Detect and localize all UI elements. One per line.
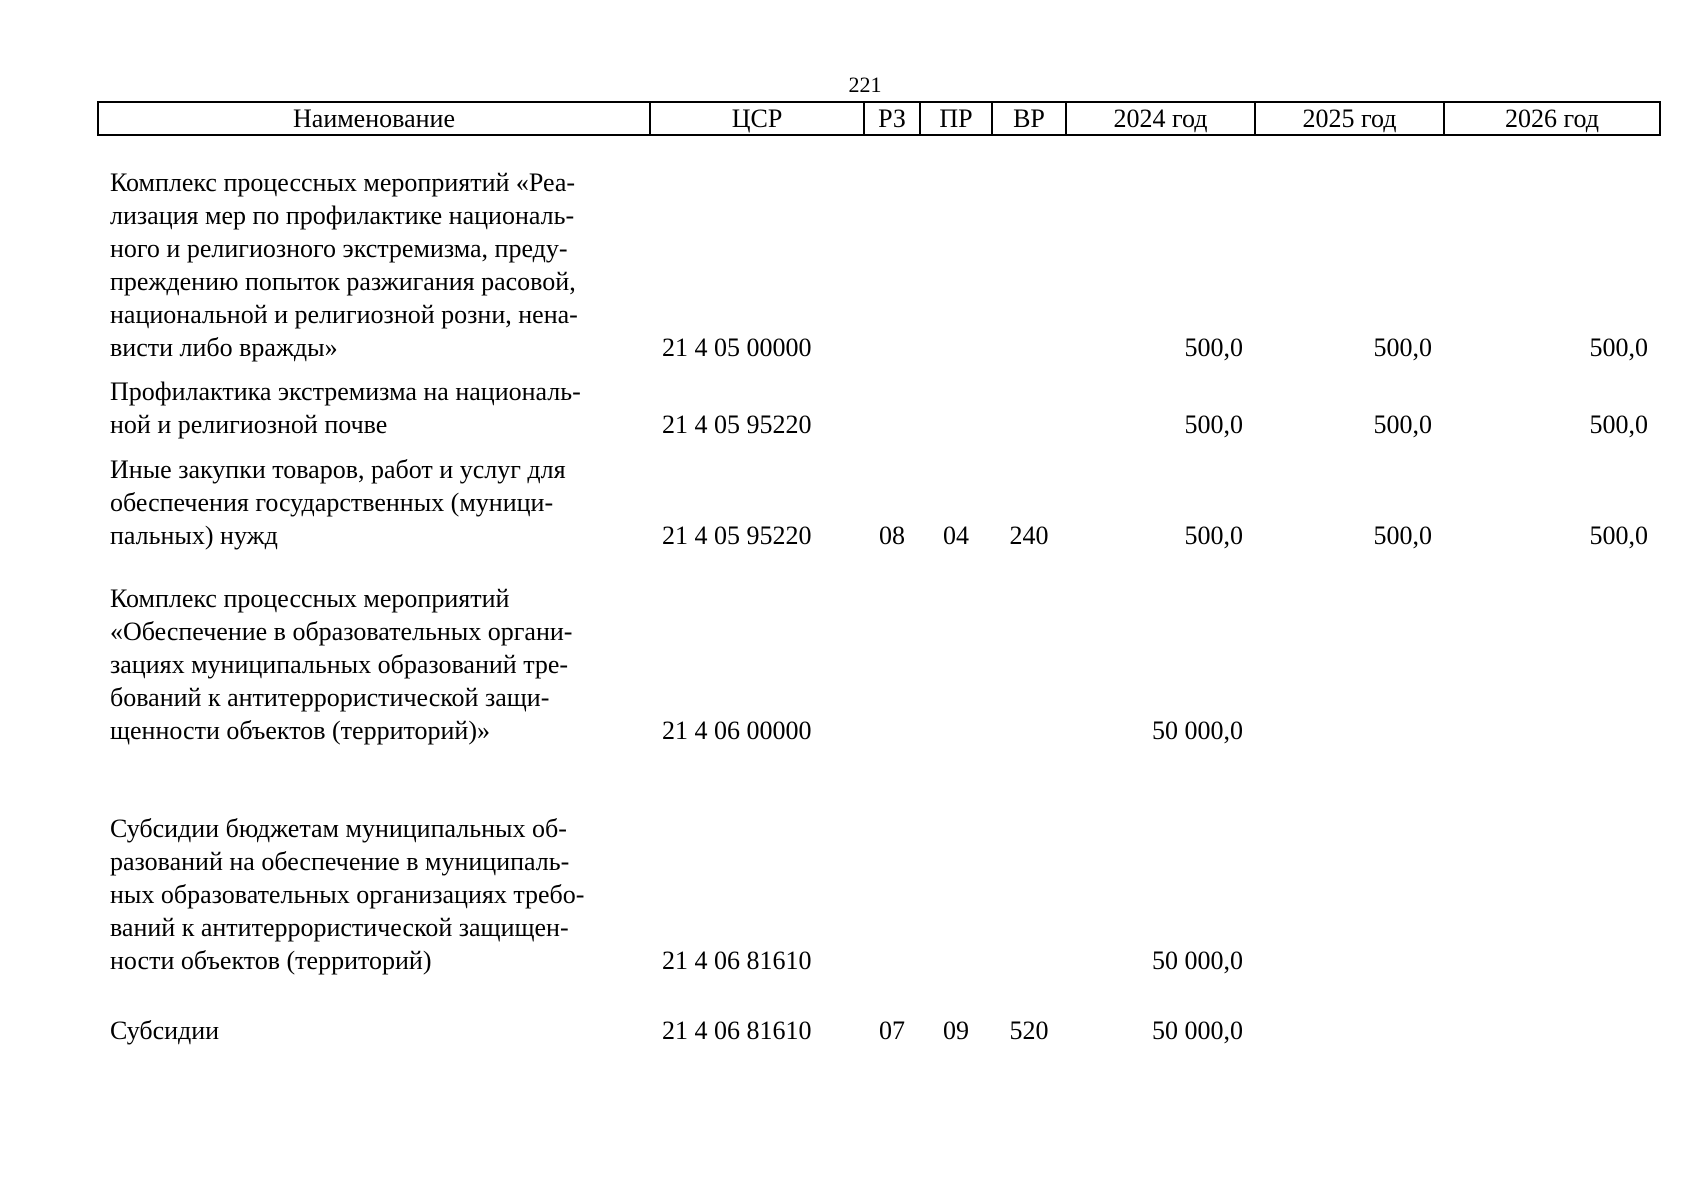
row-2024: 500,0: [1184, 521, 1243, 550]
row-2024: 50 000,0: [1152, 946, 1243, 975]
row-name: Субсидии бюджетам муниципальных об- разований на обеспечение в муниципаль- ных образовательных организациях требо- ваний к антитеррористической защищен- ности объектов (территорий): [110, 814, 585, 975]
header-vr: ВР: [992, 102, 1066, 135]
header-2026: 2026 год: [1444, 102, 1660, 135]
row-pr: 04: [943, 521, 969, 550]
row-pr: [920, 375, 992, 441]
row-2026: 500,0: [1589, 521, 1648, 550]
row-name: Комплекс процессных мероприятий «Обеспечение в образовательных органи- зациях муниципальных образований тре- бований к антитеррористической защи- щенности объектов (территорий)»: [110, 584, 573, 745]
row-rz: 07: [879, 1016, 905, 1045]
row-vr: 240: [1009, 521, 1049, 550]
row-name: Субсидии: [110, 1016, 220, 1045]
row-2025: [1255, 582, 1444, 747]
row-2025: 500,0: [1373, 333, 1432, 362]
row-rz: 08: [879, 521, 905, 550]
row-name: Иные закупки товаров, работ и услуг для обеспечения государственных (муници- пальных) нужд: [110, 455, 566, 550]
row-csr: 21 4 05 95220: [662, 410, 812, 439]
table-header-row: [98, 102, 1660, 135]
table-row: [98, 453, 1660, 552]
row-vr: [992, 582, 1066, 747]
row-csr: 21 4 05 00000: [662, 333, 812, 362]
table-row: [98, 582, 1660, 747]
row-pr: [920, 812, 992, 977]
budget-table: [97, 101, 1661, 1047]
row-csr: 21 4 06 00000: [662, 716, 812, 745]
table-row: [98, 1014, 1660, 1047]
header-name: Наименование: [98, 102, 650, 135]
row-vr: 520: [1009, 1016, 1049, 1045]
table-row: [98, 812, 1660, 977]
page-number: 221: [848, 72, 882, 97]
table-row: [98, 166, 1660, 364]
row-rz: [864, 166, 920, 364]
row-2024: 50 000,0: [1152, 716, 1243, 745]
row-pr: [920, 582, 992, 747]
row-2026: 500,0: [1589, 333, 1648, 362]
row-vr: [992, 375, 1066, 441]
header-2024: 2024 год: [1066, 102, 1255, 135]
row-csr: 21 4 06 81610: [662, 946, 812, 975]
row-pr: [920, 166, 992, 364]
header-pr: ПР: [920, 102, 992, 135]
row-2024: 50 000,0: [1152, 1016, 1243, 1045]
row-pr: 09: [943, 1016, 969, 1045]
row-name: Комплекс процессных мероприятий «Реа- лизация мер по профилактике националь- ного и религиозного экстремизма, преду- преждению попыток разжигания расовой, национальной и религиозной розни, нена- висти либо вражды»: [110, 168, 578, 362]
header-2025: 2025 год: [1255, 102, 1444, 135]
row-vr: [992, 812, 1066, 977]
row-rz: [864, 375, 920, 441]
row-rz: [864, 582, 920, 747]
row-2025: [1255, 812, 1444, 977]
row-2025: [1255, 1014, 1444, 1047]
row-2025: 500,0: [1373, 521, 1432, 550]
row-name: Профилактика экстремизма на националь- ной и религиозной почве: [110, 377, 581, 439]
row-2024: 500,0: [1184, 333, 1243, 362]
row-rz: [864, 812, 920, 977]
row-2024: 500,0: [1184, 410, 1243, 439]
header-rz: РЗ: [864, 102, 920, 135]
row-2026: [1444, 1014, 1660, 1047]
header-csr: ЦСР: [650, 102, 864, 135]
row-csr: 21 4 05 95220: [662, 521, 812, 550]
row-2025: 500,0: [1373, 410, 1432, 439]
table-row: [98, 375, 1660, 441]
row-2026: [1444, 582, 1660, 747]
row-2026: [1444, 812, 1660, 977]
row-csr: 21 4 06 81610: [662, 1016, 812, 1045]
row-vr: [992, 166, 1066, 364]
row-2026: 500,0: [1589, 410, 1648, 439]
